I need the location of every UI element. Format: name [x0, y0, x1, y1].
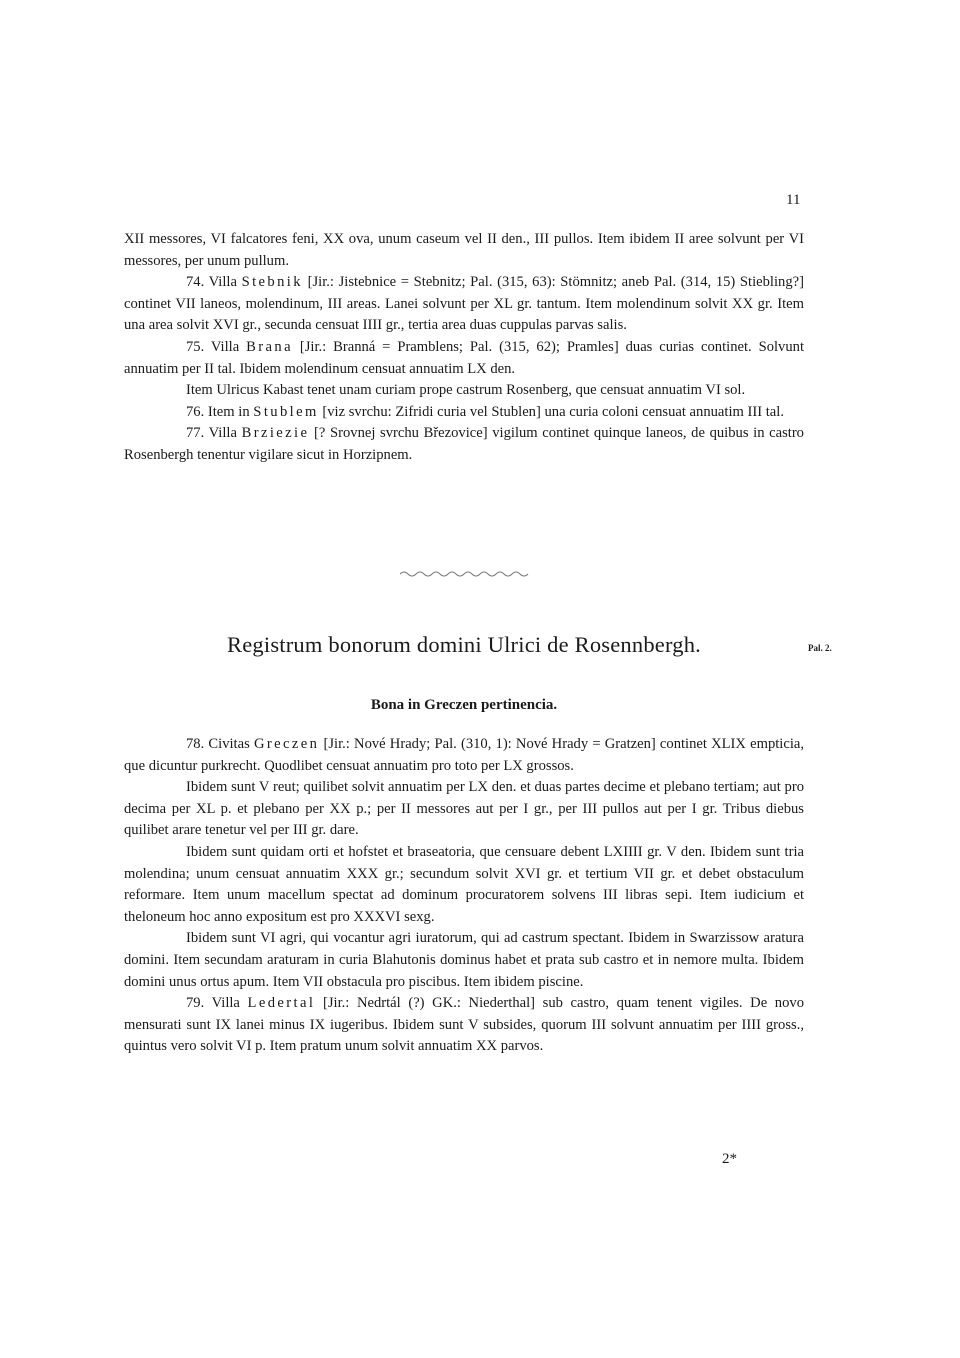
paragraph-text: 77. Villa [186, 425, 242, 442]
paragraph-text: 79. Villa [186, 995, 248, 1012]
paragraph [124, 928, 804, 993]
paragraph [124, 229, 804, 272]
paragraph-text: XII messores, VI falcatores feni, XX ova, unum caseum vel II den., III pullos. Item ibidem II aree solvunt per VI messores, per unum pullum. [124, 231, 804, 269]
paragraph-text: [Jir.: Jistebnice = Stebnitz; Pal. (315, 63): Stömnitz; aneb Pal. (314, 15) Stiebling?] continet VII laneos, molendinum, III areas. Lanei solvunt per XL gr. tantum. Item molendinum solvit XX gr. Item una area solvit XVI gr., secunda censuat IIII gr., tertia area duas cuppulas parvas salis. [124, 274, 804, 334]
paragraph-text: [Jir.: Nové Hrady; Pal. (310, 1): Nové Hrady = Gratzen] continet XLIX empticia, que dicuntur purkrecht. Quodlibet censuat annuatim pro toto per LX grossos. [124, 736, 805, 774]
paragraph [124, 272, 804, 337]
paragraph [124, 777, 804, 842]
place-name: Stublem [253, 403, 319, 420]
paragraph [124, 423, 804, 466]
paragraph-text: 76. Item in [186, 403, 254, 420]
paragraph-text: [viz svrchu: Zifridi curia vel Stublen] una curia coloni censuat annuatim III tal. [318, 403, 784, 420]
paragraph [124, 993, 804, 1058]
top-text-block [124, 229, 804, 467]
paragraph-text: 74. Villa [186, 274, 242, 291]
paragraph [124, 380, 804, 402]
paragraph-text: 78. Civitas [186, 736, 254, 752]
paragraph [124, 337, 804, 380]
wavy-divider [400, 570, 530, 578]
paragraph-text: Item Ulricus Kabast tenet unam curiam prope castrum Rosenberg, que censuat annuatim VI sol. [186, 382, 746, 399]
paragraph-text: [Jir.: Branná = Pramblens; Pal. (315, 62); Pramles] duas curias continet. Solvunt annuatim per II tal. Ibidem molendinum censuat annuatim LX den. [124, 338, 804, 377]
paragraph-text: Ibidem sunt VI agri, qui vocantur agri iuratorum, qui ad castrum spectant. Ibidem in Swarzissow aratura domini. Item secundam araturam in curia Blahutonis dominus habet et prata sub castro et in nemore multa. Ibidem domini unus ortus apum. Item VII obstacula pro piscibus. Item ibidem piscine. [124, 930, 804, 990]
place-name: Stebnik [241, 274, 303, 291]
paragraph [124, 734, 804, 777]
place-name: Brziezie [241, 425, 310, 442]
paragraph [124, 402, 804, 424]
margin-note: Pal. 2. [808, 643, 832, 653]
paragraph-text: [Jir.: Nedrtál (?) GK.: Niederthal] sub castro, quam tenent vigiles. De novo mensurati sunt IX lanei minus IX iugeribus. Ibidem sunt V subsides, quorum III solvunt annuatim per IIII gross., quintus vero solvit VI p. Item pratum unum solvit annuatim XX parvos. [124, 995, 804, 1055]
paragraph-text: Ibidem sunt V reut; quilibet solvit annuatim per LX den. et duas partes decime et plebano tertiam; aut pro decima per XL p. et plebano per XX p.; per II messores aut per I gr., per III pullos aut per I gr. Tribus diebus quilibet arare tenetur vel per III gr. dare. [124, 779, 804, 839]
paragraph-text: [? Srovnej svrchu Březovice] vigilum continet quinque laneos, de quibus in castro Rosenbergh tenentur vigilare sicut in Horzipnem. [124, 425, 804, 463]
signature-mark: 2* [722, 1151, 737, 1167]
place-name: Brana [246, 338, 293, 355]
place-name: Greczen [253, 736, 320, 752]
subheading: Bona in Greczen pertinencia. [370, 697, 558, 713]
page-number: 11 [786, 192, 801, 208]
paragraph [124, 842, 804, 928]
bottom-text-block [124, 734, 804, 1058]
section-heading: Registrum bonorum domini Ulrici de Rosennbergh. [227, 632, 701, 657]
paragraph-text: Ibidem sunt quidam orti et hofstet et braseatoria, que censuare debent LXIIII gr. V den. Ibidem sunt tria molendina; unum censuat annuatim XXX gr.; secundum solvit XVI gr. et tertium VII gr. et debet obstaculum reformare. Item unum macellum spectat ad dominum procuratorem solvens III libras sepi. Item iudicium et theloneum hoc anno expositum est pro XXXVI sexg. [124, 843, 804, 925]
paragraph-text: 75. Villa [186, 338, 247, 355]
place-name: Ledertal [247, 995, 316, 1012]
